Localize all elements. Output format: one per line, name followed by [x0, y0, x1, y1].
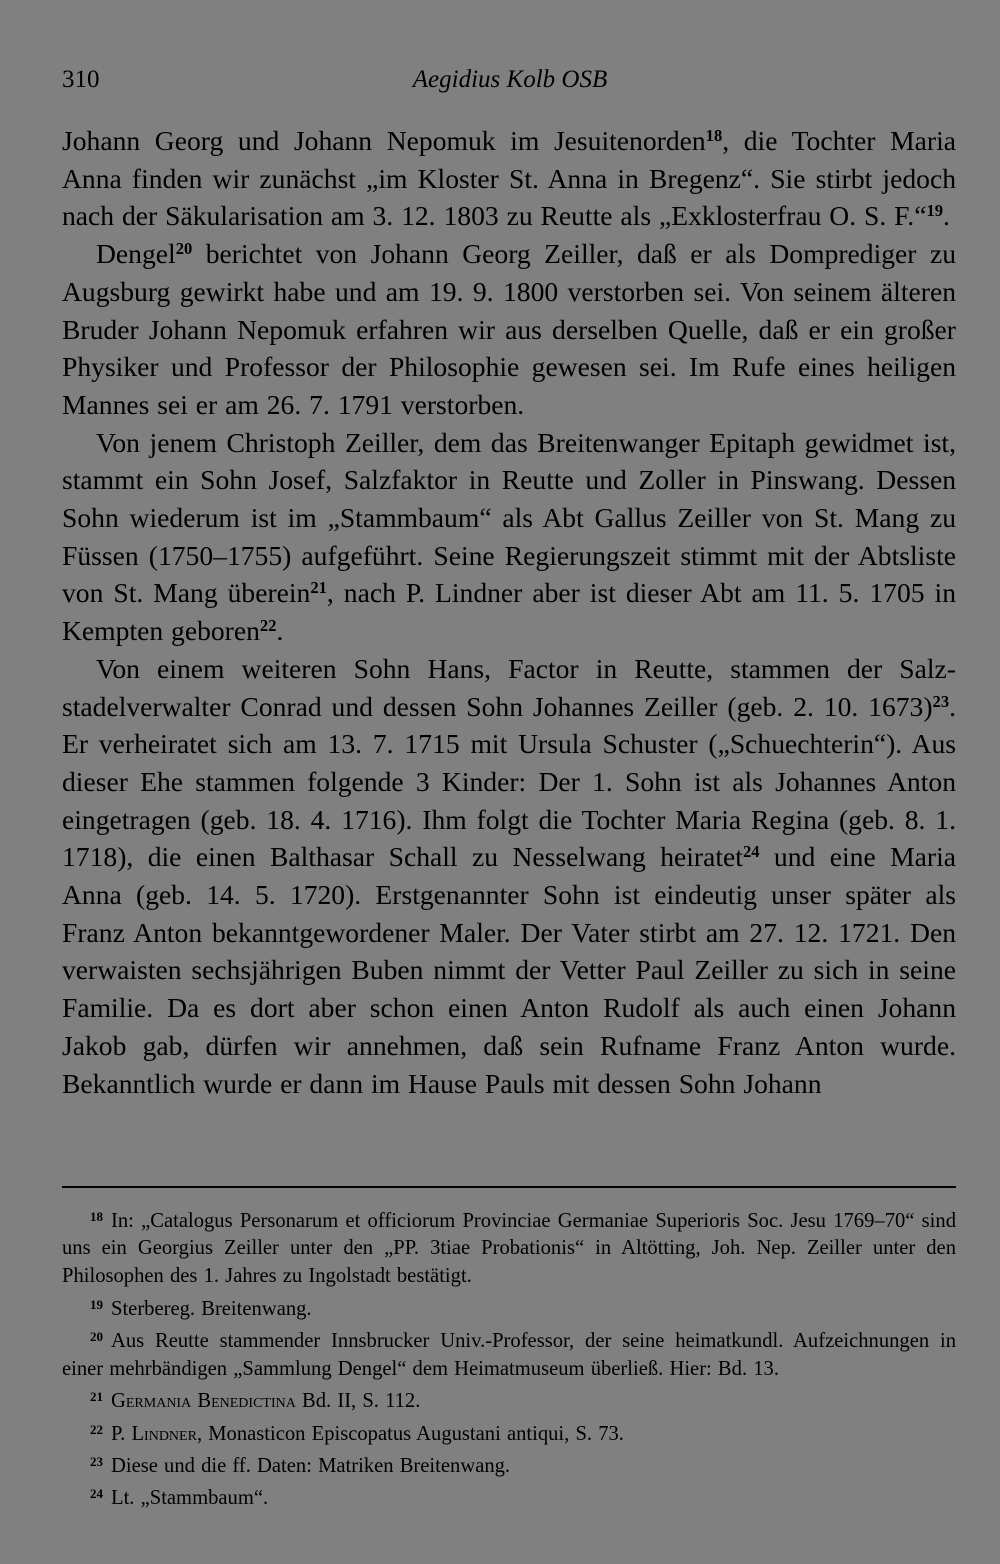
- footnote-text: Diese und die ff. Daten: Matriken Breitenwang.: [111, 1454, 511, 1477]
- text-run: Von jenem Christoph Zeiller, dem das Breitenwanger Epitaph gewidmet ist, stammt ein Sohn Josef, Salzfaktor in Reutte und Zoller in Pinswang. Dessen Sohn wiederum ist im „Stammbaum“ als Abt Gallus Zeiller von St. Mang zu Füssen (1750–1755) aufgeführt. Seine Regierungszeit stimmt mit der Abtsliste von St. Mang überein: [62, 426, 956, 609]
- paragraph: [62, 424, 956, 650]
- footnote-author: Lindner: [131, 1422, 197, 1445]
- footnote-divider: [62, 1186, 956, 1188]
- footnote-source-title: Germania Benedictina: [111, 1389, 296, 1412]
- text-run: berichtet von Johann Georg Zeiller, daß er als Domprediger zu Augsburg gewirkt habe und am 19. 9. 1800 verstorben sei. Von seinem älteren Bruder Johann Nepomuk erfahren wir aus derselben Quelle, daß er ein großer Physiker und Professor der Philosophie gewesen sei. Im Rufe eines heiligen Mannes sei er am 26. 7. 1791 verstorben.: [62, 238, 956, 420]
- footnote-ref[interactable]: 23: [932, 691, 950, 711]
- footnote: [62, 1480, 956, 1512]
- text-run: , die Tochter Maria Anna finden wir zunächst „im Kloster St. Anna in Bregenz“. Sie stirbt jedoch nach der Säkularisation am 3. 12. 1803 zu Reutte als „Exklosterfrau O. S. F.“: [62, 125, 956, 232]
- footnote-number: 20: [90, 1329, 103, 1345]
- text-run: .: [943, 200, 950, 232]
- footnotes: [62, 1203, 956, 1513]
- text-run: .: [276, 615, 284, 647]
- footnote-number: 23: [90, 1453, 103, 1469]
- footnote-text: Bd. II, S. 112.: [295, 1389, 421, 1412]
- body-text: [62, 122, 956, 1102]
- footnote: [62, 1291, 956, 1323]
- footnote-text: Lt. „Stammbaum“.: [111, 1487, 269, 1510]
- page-number: 310: [62, 66, 100, 93]
- footnote-prefix: P.: [111, 1422, 132, 1445]
- footnote-number: 22: [90, 1421, 103, 1437]
- footnote: [62, 1323, 956, 1383]
- text-run: , nach P. Lindner aber ist dieser Abt am 11. 5. 1705 in Kempten geboren: [62, 577, 956, 647]
- footnote-number: 18: [90, 1209, 103, 1224]
- footnote-ref[interactable]: 20: [175, 239, 193, 259]
- page-header: [60, 58, 960, 98]
- text-run: und eine Maria Anna (geb. 14. 5. 1720). Erstgenannter Sohn ist eindeutig unser später als Franz Anton bekanntgewordener Maler. Der Vater stirbt am 27. 12. 1721. Den verwaisten sechsjährigen Buben nimmt der Vetter Paul Zeiller zu sich in seine Familie. Da es dort aber schon einen Anton Rudolf als auch einen Johann Jakob gab, dürfen wir annehmen, daß sein Rufname Franz Anton wurde. Bekanntlich wurde er dann im Hause Pauls mit dessen Sohn Johann: [62, 841, 956, 1099]
- paragraph: [62, 650, 956, 1102]
- text-run: Von einem weiteren Sohn Hans, Factor in Reutte, stammen der Salzstadelverwalter Conrad und dessen Sohn Johannes Zeiller (geb. 2. 10. 1673): [62, 652, 956, 722]
- footnote-text: In: „Catalogus Personarum et officiorum Provinciae Germaniae Superioris Soc. Jesu 1769–70“ sind uns ein Georgius Zeiller unter den „PP. 3tiae Probationis“ in Altötting, Joh. Nep. Zeiller unter den Philosophen des 1. Jahres zu Ingolstadt bestätigt.: [62, 1209, 956, 1288]
- footnote-text: Aus Reutte stammender Innsbrucker Univ.-Professor, der seine heimatkundl. Aufzeichnungen in einer mehrbändigen „Sammlung Dengel“ dem Heimatmuseum überließ. Hier: Bd. 13.: [62, 1329, 956, 1380]
- text-run: Dengel: [96, 238, 176, 270]
- footnote: [62, 1203, 956, 1291]
- footnote-ref[interactable]: 18: [705, 125, 723, 145]
- footnote-ref[interactable]: 19: [926, 201, 944, 221]
- footnote-ref[interactable]: 22: [259, 616, 277, 636]
- footnote: [62, 1416, 956, 1448]
- footnote: [62, 1448, 956, 1480]
- footnote-text: Sterbereg. Breitenwang.: [111, 1297, 312, 1320]
- footnote-number: 19: [90, 1296, 103, 1312]
- footnote-text: , Monasticon Episcopatus Augustani antiqui, S. 73.: [196, 1422, 624, 1445]
- text-run: . Er verheiratet sich am 13. 7. 1715 mit Ursula Schuster („Schuechterin“). Aus dieser Ehe stammen folgende 3 Kinder: Der 1. Sohn ist als Johannes Anton eingetragen (geb. 18. 4. 1716). Ihm folgt die Tochter Maria Regina (geb. 8. 1. 1718), die einen Balthasar Schall zu Nesselwang heiratet: [62, 690, 956, 873]
- paragraph: [62, 235, 956, 424]
- running-title: Aegidius Kolb OSB: [412, 66, 608, 93]
- paragraph: [62, 122, 956, 235]
- footnote-number: 24: [90, 1486, 103, 1502]
- footnote-ref[interactable]: 21: [310, 578, 327, 598]
- footnote-ref[interactable]: 24: [742, 842, 760, 862]
- text-run: Johann Georg und Johann Nepomuk im Jesuitenorden: [62, 125, 706, 156]
- footnote: [62, 1383, 956, 1415]
- footnote-number: 21: [90, 1389, 103, 1405]
